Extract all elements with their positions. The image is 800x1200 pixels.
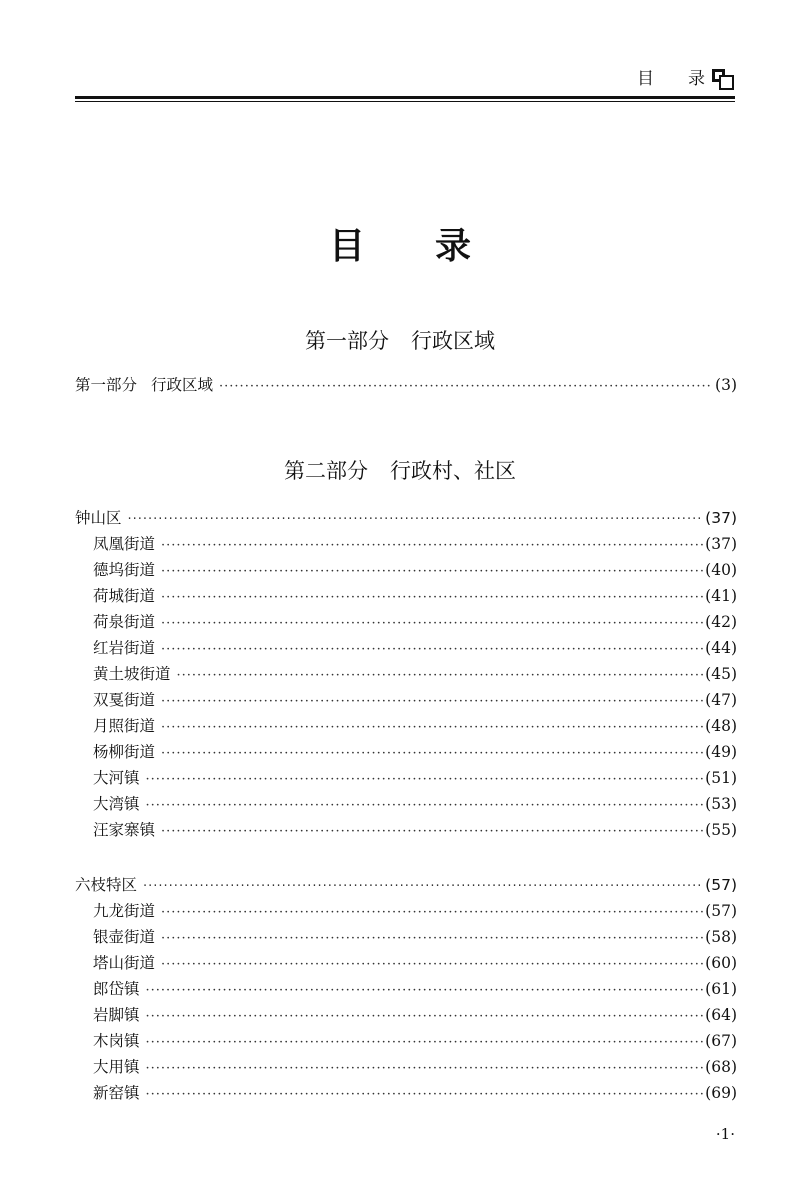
toc-entry-label: 银壶街道 bbox=[93, 928, 156, 946]
dot-leader bbox=[161, 689, 703, 715]
page-number: ·1· bbox=[715, 1125, 735, 1143]
toc-entry-page: (67) bbox=[705, 1032, 737, 1050]
dot-leader bbox=[161, 952, 703, 978]
toc-entry-page: (44) bbox=[705, 639, 737, 657]
dot-leader bbox=[161, 926, 703, 952]
toc-entry-label: 塔山街道 bbox=[93, 954, 156, 972]
toc-entry-label: 双戛街道 bbox=[93, 691, 156, 709]
part-two-heading bbox=[0, 455, 800, 485]
dot-leader bbox=[161, 585, 703, 611]
toc-entry-page: (42) bbox=[705, 613, 737, 631]
toc-entry[interactable] bbox=[75, 661, 737, 687]
dot-leader bbox=[161, 533, 703, 559]
toc-entry-page: (64) bbox=[705, 1006, 737, 1024]
dot-leader bbox=[161, 900, 703, 926]
toc-entry[interactable] bbox=[75, 1028, 737, 1054]
toc-section-label: 钟山区 bbox=[75, 509, 122, 527]
toc-entry[interactable] bbox=[75, 583, 737, 609]
toc-entry-label: 汪家寨镇 bbox=[93, 821, 156, 839]
toc-entry[interactable] bbox=[75, 924, 737, 950]
toc-entry-page: (48) bbox=[705, 717, 737, 735]
part-one-heading bbox=[0, 325, 800, 355]
toc-entry[interactable] bbox=[75, 791, 737, 817]
header-rule bbox=[75, 96, 735, 99]
toc-entry-page: (60) bbox=[705, 954, 737, 972]
toc-entry[interactable] bbox=[75, 1002, 737, 1028]
toc-entry[interactable] bbox=[75, 1054, 737, 1080]
running-head-text bbox=[637, 64, 705, 89]
title-char-2: 录 bbox=[435, 226, 472, 267]
toc-entry-page: (41) bbox=[705, 587, 737, 605]
toc-section-heading[interactable] bbox=[75, 872, 737, 898]
part-one-heading-number: 第一部分 bbox=[305, 329, 389, 353]
toc-entry-label: 黄土坡街道 bbox=[93, 665, 171, 683]
dot-leader bbox=[146, 1004, 704, 1030]
toc-entry-label: 荷城街道 bbox=[93, 587, 156, 605]
running-head-left: 目 bbox=[637, 69, 654, 89]
toc-entry[interactable] bbox=[75, 976, 737, 1002]
dot-leader bbox=[146, 793, 704, 819]
toc-entry[interactable] bbox=[75, 609, 737, 635]
toc-entry-page: (57) bbox=[705, 902, 737, 920]
toc-entry[interactable] bbox=[75, 1080, 737, 1106]
toc-entry-label: 凤凰街道 bbox=[93, 535, 156, 553]
toc-entry-page: (47) bbox=[705, 691, 737, 709]
dot-leader bbox=[161, 819, 703, 845]
toc-section-page: (37) bbox=[705, 509, 737, 527]
toc-entry-label: 郎岱镇 bbox=[93, 980, 140, 998]
toc-entry-page: (68) bbox=[705, 1058, 737, 1076]
toc-entry[interactable] bbox=[75, 765, 737, 791]
toc-section-zhongshan bbox=[75, 505, 737, 843]
dot-leader bbox=[219, 374, 713, 400]
toc-entry[interactable] bbox=[75, 898, 737, 924]
toc-entry-label: 新窑镇 bbox=[93, 1084, 140, 1102]
running-head-right: 录 bbox=[688, 69, 705, 89]
toc-entry-page: (40) bbox=[705, 561, 737, 579]
toc-entry-page: (58) bbox=[705, 928, 737, 946]
dot-leader bbox=[161, 715, 703, 741]
dot-leader bbox=[177, 663, 704, 689]
part-one-toc bbox=[75, 372, 737, 398]
running-head bbox=[75, 60, 735, 96]
dot-leader bbox=[146, 1056, 704, 1082]
toc-section-page: (57) bbox=[705, 876, 737, 894]
toc-entry-page: (69) bbox=[705, 1084, 737, 1102]
dot-leader bbox=[146, 1082, 704, 1108]
toc-section-heading[interactable] bbox=[75, 505, 737, 531]
toc-entry-label: 荷泉街道 bbox=[93, 613, 156, 631]
toc-entry-label: 杨柳街道 bbox=[93, 743, 156, 761]
dot-leader bbox=[161, 611, 703, 637]
toc-entry[interactable] bbox=[75, 687, 737, 713]
toc-section-label: 六枝特区 bbox=[75, 876, 138, 894]
toc-entry-label: 岩脚镇 bbox=[93, 1006, 140, 1024]
toc-entry-page: (51) bbox=[705, 769, 737, 787]
dot-leader bbox=[146, 1030, 704, 1056]
dot-leader bbox=[143, 874, 703, 900]
toc-entry[interactable] bbox=[75, 635, 737, 661]
toc-section-liuzhi bbox=[75, 872, 737, 1106]
toc-entry-label: 九龙街道 bbox=[93, 902, 156, 920]
toc-entry[interactable] bbox=[75, 950, 737, 976]
toc-entry[interactable] bbox=[75, 739, 737, 765]
dot-leader bbox=[161, 741, 703, 767]
dot-leader bbox=[146, 767, 704, 793]
dot-leader bbox=[161, 559, 703, 585]
toc-entry[interactable] bbox=[75, 557, 737, 583]
toc-entry-label: 大用镇 bbox=[93, 1058, 140, 1076]
toc-entry[interactable] bbox=[75, 372, 737, 398]
page-title bbox=[0, 218, 800, 269]
toc-entry-page: (49) bbox=[705, 743, 737, 761]
toc-entry-page: (53) bbox=[705, 795, 737, 813]
header-rule-thin bbox=[75, 101, 735, 102]
toc-entry-page: (45) bbox=[705, 665, 737, 683]
toc-entry-label: 大湾镇 bbox=[93, 795, 140, 813]
overlapping-squares-icon bbox=[711, 68, 735, 90]
toc-entry-label: 德坞街道 bbox=[93, 561, 156, 579]
dot-leader bbox=[161, 637, 703, 663]
toc-entry-page: (3) bbox=[715, 376, 737, 394]
toc-entry-label: 月照街道 bbox=[93, 717, 156, 735]
toc-entry[interactable] bbox=[75, 817, 737, 843]
toc-entry[interactable] bbox=[75, 713, 737, 739]
title-char-1: 目 bbox=[328, 226, 365, 267]
toc-entry-page: (55) bbox=[705, 821, 737, 839]
dot-leader bbox=[128, 507, 704, 533]
part-one-heading-title: 行政区域 bbox=[411, 329, 495, 353]
toc-entry-page: (61) bbox=[705, 980, 737, 998]
toc-entry-label: 第一部分 行政区域 bbox=[75, 376, 214, 394]
toc-entry-label: 大河镇 bbox=[93, 769, 140, 787]
part-two-heading-title: 行政村、社区 bbox=[390, 459, 516, 483]
toc-entry-page: (37) bbox=[705, 535, 737, 553]
toc-entry-label: 红岩街道 bbox=[93, 639, 156, 657]
dot-leader bbox=[146, 978, 704, 1004]
toc-entry-label: 木岗镇 bbox=[93, 1032, 140, 1050]
toc-entry[interactable] bbox=[75, 531, 737, 557]
part-two-heading-number: 第二部分 bbox=[284, 459, 368, 483]
